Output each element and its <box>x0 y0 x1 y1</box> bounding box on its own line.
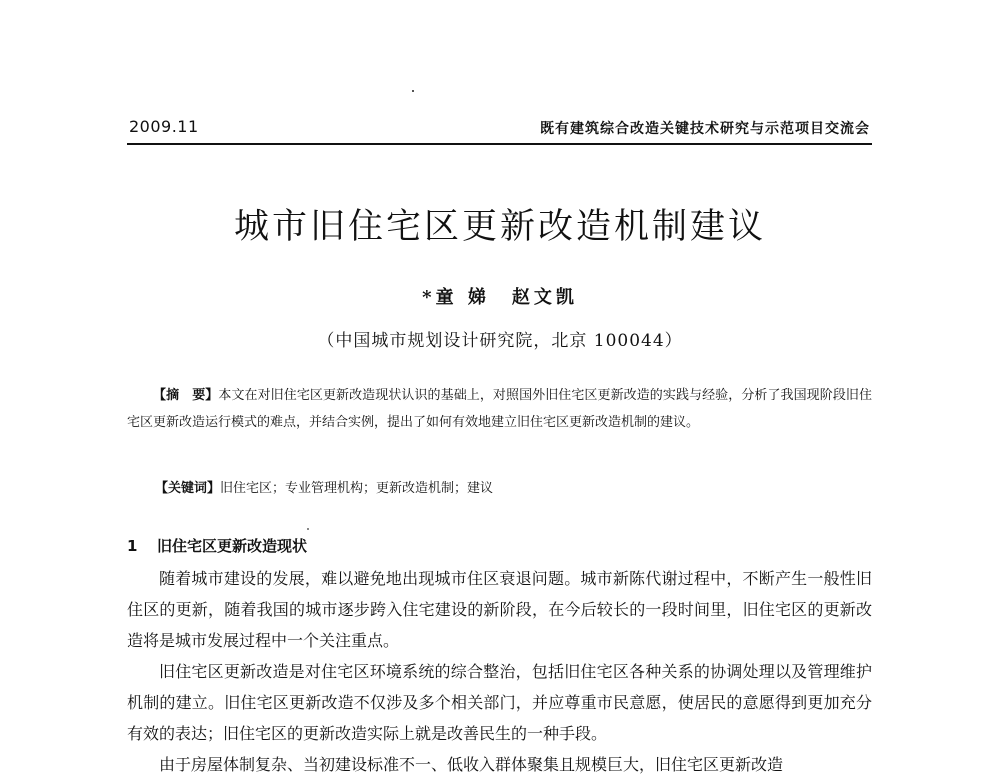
scan-speck <box>412 90 414 92</box>
abstract-text: 本文在对旧住宅区更新改造现状认识的基础上，对照国外旧住宅区更新改造的实践与经验，分析了我国现阶段旧住宅区更新改造运行模式的难点，并结合实例，提出了如何有效地建立旧住宅区更新改造机制的建议。 <box>127 388 872 430</box>
author-name: 赵文凯 <box>511 287 578 308</box>
header-date: 2009.11 <box>129 117 199 136</box>
keywords-text: 旧住宅区；专业管理机构；更新改造机制；建议 <box>220 481 494 496</box>
section-number: 1 <box>127 537 138 555</box>
keywords-label: 【关键词】 <box>155 481 221 496</box>
running-header <box>127 116 872 142</box>
section-heading <box>127 535 307 556</box>
affiliation: （中国城市规划设计研究院，北京 100044） <box>317 331 683 351</box>
author-line <box>0 283 1000 309</box>
body-paragraph: 由于房屋体制复杂、当初建设标准不一、低收入群体聚集且规模巨大，旧住宅区更新改造 <box>159 755 784 774</box>
section-body <box>127 563 872 780</box>
paper-title: 城市旧住宅区更新改造机制建议 <box>233 207 766 247</box>
body-paragraph: 旧住宅区更新改造是对住宅区环境系统的综合整治，包括旧住宅区各种关系的协调处理以及管理维护机制的建立。旧住宅区更新改造不仅涉及多个相关部门，并应尊重市民意愿，使居民的意愿得到更加充分有效的表达；旧住宅区的更新改造实际上就是改善民生的一种手段。 <box>127 662 872 743</box>
abstract-label: 【摘 要】 <box>153 388 219 403</box>
author-name: *童 娣 <box>422 287 490 308</box>
abstract <box>127 382 872 436</box>
body-paragraph: 随着城市建设的发展，难以避免地出现城市住区衰退问题。城市新陈代谢过程中，不断产生一般性旧住区的更新，随着我国的城市逐步跨入住宅建设的新阶段，在今后较长的一段时间里，旧住宅区的更新改造将是城市发展过程中一个关注重点。 <box>127 569 872 650</box>
keywords <box>155 477 872 501</box>
scan-speck <box>307 528 309 530</box>
header-journal-name: 既有建筑综合改造关键技术研究与示范项目交流会 <box>540 121 870 137</box>
section-title: 旧住宅区更新改造现状 <box>157 537 308 555</box>
header-rule <box>127 143 872 145</box>
